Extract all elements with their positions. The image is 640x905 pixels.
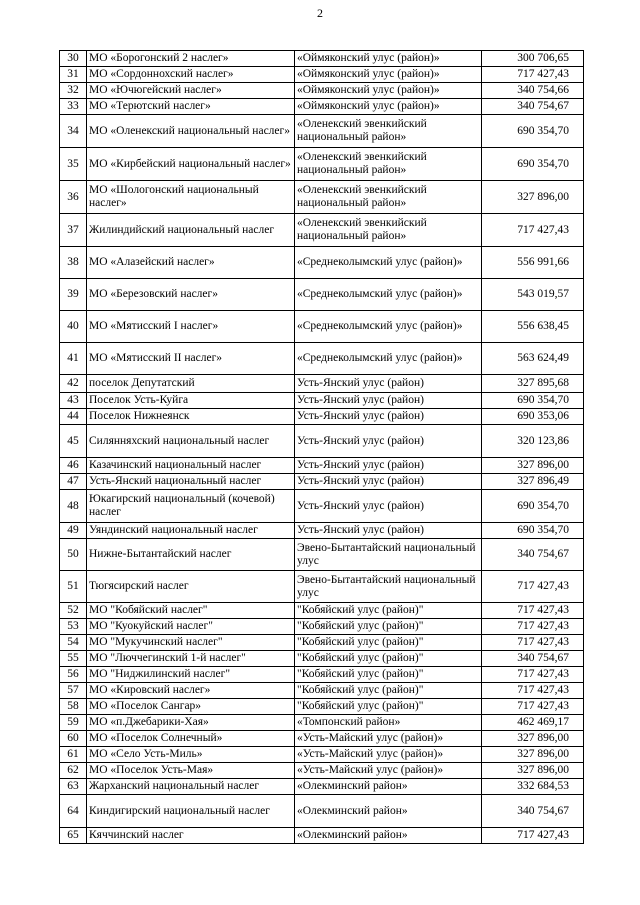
district-name: Усть-Янский улус (район) — [295, 458, 482, 474]
amount-value: 300 706,65 — [482, 51, 584, 67]
municipality-name: Киндигирский национальный наслег — [87, 795, 295, 828]
table-row — [60, 619, 584, 635]
row-number: 46 — [60, 458, 87, 474]
amount-value: 690 354,70 — [482, 523, 584, 539]
district-name: «Усть-Майский улус (район)» — [295, 763, 482, 779]
table-row — [60, 148, 584, 181]
row-number: 39 — [60, 279, 87, 311]
municipality-name: МО «Шологонский национальный наслег» — [87, 181, 295, 214]
amount-value: 556 991,66 — [482, 247, 584, 279]
district-name: «Среднеколымский улус (район)» — [295, 343, 482, 375]
table-row — [60, 490, 584, 523]
municipality-name: Нижне-Бытантайский наслег — [87, 539, 295, 571]
district-name: "Кобяйский улус (район)" — [295, 651, 482, 667]
municipality-name: МО «Оленекский национальный наслег» — [87, 115, 295, 148]
table-row — [60, 474, 584, 490]
municipality-name: МО «Мятисский I наслег» — [87, 311, 295, 343]
table-row — [60, 425, 584, 458]
row-number: 30 — [60, 51, 87, 67]
municipality-name: Жилиндийский национальный наслег — [87, 214, 295, 247]
row-number: 38 — [60, 247, 87, 279]
amount-value: 327 896,00 — [482, 458, 584, 474]
row-number: 59 — [60, 715, 87, 731]
row-number: 53 — [60, 619, 87, 635]
row-number: 55 — [60, 651, 87, 667]
district-name: Эвено-Бытантайский национальный улус — [295, 539, 482, 571]
row-number: 64 — [60, 795, 87, 828]
amount-value: 327 896,00 — [482, 731, 584, 747]
amount-value: 327 896,00 — [482, 181, 584, 214]
municipality-name: Жарханский национальный наслег — [87, 779, 295, 795]
table-row — [60, 651, 584, 667]
amount-value: 327 896,49 — [482, 474, 584, 490]
municipality-name: МО «Сордоннохский наслег» — [87, 67, 295, 83]
district-name: «Оймяконский улус (район)» — [295, 99, 482, 115]
district-name: "Кобяйский улус (район)" — [295, 699, 482, 715]
table-row — [60, 409, 584, 425]
amount-value: 563 624,49 — [482, 343, 584, 375]
municipality-name: МО "Люччегинский 1-й наслег" — [87, 651, 295, 667]
amount-value: 543 019,57 — [482, 279, 584, 311]
row-number: 43 — [60, 393, 87, 409]
district-name: «Усть-Майский улус (район)» — [295, 731, 482, 747]
row-number: 36 — [60, 181, 87, 214]
district-name: Усть-Янский улус (район) — [295, 375, 482, 393]
district-name: "Кобяйский улус (район)" — [295, 683, 482, 699]
district-name: «Олекминский район» — [295, 828, 482, 844]
amount-value: 717 427,43 — [482, 214, 584, 247]
district-name: «Среднеколымский улус (район)» — [295, 279, 482, 311]
row-number: 56 — [60, 667, 87, 683]
district-name: «Среднеколымский улус (район)» — [295, 247, 482, 279]
row-number: 65 — [60, 828, 87, 844]
district-name: «Оленекский эвенкийский национальный район» — [295, 214, 482, 247]
municipality-name: Юкагирский национальный (кочевой) наслег — [87, 490, 295, 523]
municipality-name: МО «Поселок Усть-Мая» — [87, 763, 295, 779]
district-name: «Олекминский район» — [295, 795, 482, 828]
municipality-name: МО «п.Джебарики-Хая» — [87, 715, 295, 731]
row-number: 41 — [60, 343, 87, 375]
district-name: «Оленекский эвенкийский национальный район» — [295, 181, 482, 214]
amount-value: 340 754,66 — [482, 83, 584, 99]
amount-value: 690 354,70 — [482, 148, 584, 181]
amount-value: 717 427,43 — [482, 67, 584, 83]
row-number: 40 — [60, 311, 87, 343]
municipality-name: Кяччинский наслег — [87, 828, 295, 844]
table-row — [60, 683, 584, 699]
amount-value: 340 754,67 — [482, 539, 584, 571]
row-number: 44 — [60, 409, 87, 425]
table-row — [60, 635, 584, 651]
municipality-name: Уяндинский национальный наслег — [87, 523, 295, 539]
district-name: Усть-Янский улус (район) — [295, 393, 482, 409]
amount-value: 717 427,43 — [482, 635, 584, 651]
row-number: 33 — [60, 99, 87, 115]
municipality-name: МО "Ниджилинский наслег" — [87, 667, 295, 683]
row-number: 45 — [60, 425, 87, 458]
row-number: 35 — [60, 148, 87, 181]
row-number: 50 — [60, 539, 87, 571]
row-number: 58 — [60, 699, 87, 715]
table-row — [60, 311, 584, 343]
table-row — [60, 795, 584, 828]
row-number: 34 — [60, 115, 87, 148]
table-row — [60, 375, 584, 393]
table-row — [60, 181, 584, 214]
row-number: 52 — [60, 603, 87, 619]
district-name: «Оленекский эвенкийский национальный район» — [295, 115, 482, 148]
municipality-name: МО «Борогонский 2 наслег» — [87, 51, 295, 67]
row-number: 62 — [60, 763, 87, 779]
district-name: «Олекминский район» — [295, 779, 482, 795]
table-row — [60, 747, 584, 763]
municipality-name: МО «Мятисский II наслег» — [87, 343, 295, 375]
district-name: «Оймяконский улус (район)» — [295, 83, 482, 99]
table-row — [60, 343, 584, 375]
municipality-name: МО «Кирбейский национальный наслег» — [87, 148, 295, 181]
amount-value: 717 427,43 — [482, 683, 584, 699]
table-row — [60, 539, 584, 571]
municipality-name: МО «Кировский наслег» — [87, 683, 295, 699]
municipality-name: Усть-Янский национальный наслег — [87, 474, 295, 490]
amount-value: 462 469,17 — [482, 715, 584, 731]
amount-value: 717 427,43 — [482, 699, 584, 715]
amount-value: 327 896,00 — [482, 747, 584, 763]
table-row — [60, 571, 584, 603]
table-row — [60, 67, 584, 83]
municipality-name: поселок Депутатский — [87, 375, 295, 393]
table-row — [60, 715, 584, 731]
row-number: 60 — [60, 731, 87, 747]
district-name: Усть-Янский улус (район) — [295, 490, 482, 523]
amount-value: 327 895,68 — [482, 375, 584, 393]
municipality-name: МО «Поселок Сангар» — [87, 699, 295, 715]
district-name: «Среднеколымский улус (район)» — [295, 311, 482, 343]
amount-value: 690 354,70 — [482, 115, 584, 148]
district-name: "Кобяйский улус (район)" — [295, 635, 482, 651]
row-number: 42 — [60, 375, 87, 393]
amount-value: 717 427,43 — [482, 667, 584, 683]
table-row — [60, 393, 584, 409]
district-name: "Кобяйский улус (район)" — [295, 603, 482, 619]
table-row — [60, 214, 584, 247]
row-number: 48 — [60, 490, 87, 523]
amount-value: 327 896,00 — [482, 763, 584, 779]
amount-value: 332 684,53 — [482, 779, 584, 795]
municipality-name: МО "Куокуйский наслег" — [87, 619, 295, 635]
amount-value: 717 427,43 — [482, 828, 584, 844]
district-name: Усть-Янский улус (район) — [295, 523, 482, 539]
municipality-name: Силянняхский национальный наслег — [87, 425, 295, 458]
municipality-name: МО «Село Усть-Миль» — [87, 747, 295, 763]
table-row — [60, 763, 584, 779]
municipality-name: Казачинский национальный наслег — [87, 458, 295, 474]
row-number: 54 — [60, 635, 87, 651]
municipality-name: МО «Алазейский наслег» — [87, 247, 295, 279]
district-name: «Усть-Майский улус (район)» — [295, 747, 482, 763]
municipality-name: МО «Березовский наслег» — [87, 279, 295, 311]
row-number: 63 — [60, 779, 87, 795]
row-number: 49 — [60, 523, 87, 539]
table-row — [60, 667, 584, 683]
table-row — [60, 699, 584, 715]
amount-value: 340 754,67 — [482, 99, 584, 115]
amount-value: 690 354,70 — [482, 490, 584, 523]
row-number: 31 — [60, 67, 87, 83]
amount-value: 556 638,45 — [482, 311, 584, 343]
amount-value: 717 427,43 — [482, 603, 584, 619]
page-number: 2 — [317, 6, 323, 20]
amount-value: 690 354,70 — [482, 393, 584, 409]
table-row — [60, 458, 584, 474]
district-name: "Кобяйский улус (район)" — [295, 619, 482, 635]
district-name: «Оленекский эвенкийский национальный район» — [295, 148, 482, 181]
allocation-table — [59, 50, 584, 844]
table-row — [60, 83, 584, 99]
municipality-name: МО «Ючюгейский наслег» — [87, 83, 295, 99]
amount-value: 340 754,67 — [482, 795, 584, 828]
district-name: «Томпонский район» — [295, 715, 482, 731]
district-name: «Оймяконский улус (район)» — [295, 67, 482, 83]
district-name: "Кобяйский улус (район)" — [295, 667, 482, 683]
table-row — [60, 247, 584, 279]
table-row — [60, 51, 584, 67]
table-row — [60, 279, 584, 311]
district-name: «Оймяконский улус (район)» — [295, 51, 482, 67]
row-number: 57 — [60, 683, 87, 699]
table-row — [60, 523, 584, 539]
district-name: Усть-Янский улус (район) — [295, 425, 482, 458]
amount-value: 717 427,43 — [482, 619, 584, 635]
row-number: 47 — [60, 474, 87, 490]
amount-value: 340 754,67 — [482, 651, 584, 667]
municipality-name: Поселок Усть-Куйга — [87, 393, 295, 409]
municipality-name: Поселок Нижнеянск — [87, 409, 295, 425]
table-row — [60, 99, 584, 115]
table-row — [60, 731, 584, 747]
row-number: 51 — [60, 571, 87, 603]
municipality-name: МО "Мукучинский наслег" — [87, 635, 295, 651]
table-row — [60, 779, 584, 795]
table-row — [60, 115, 584, 148]
municipality-name: МО "Кобяйский наслег" — [87, 603, 295, 619]
municipality-name: Тюгясирский наслег — [87, 571, 295, 603]
municipality-name: МО «Поселок Солнечный» — [87, 731, 295, 747]
table-row — [60, 603, 584, 619]
municipality-name: МО «Терютский наслег» — [87, 99, 295, 115]
district-name: Усть-Янский улус (район) — [295, 409, 482, 425]
table-row — [60, 828, 584, 844]
district-name: Эвено-Бытантайский национальный улус — [295, 571, 482, 603]
row-number: 32 — [60, 83, 87, 99]
row-number: 61 — [60, 747, 87, 763]
amount-value: 717 427,43 — [482, 571, 584, 603]
district-name: Усть-Янский улус (район) — [295, 474, 482, 490]
amount-value: 320 123,86 — [482, 425, 584, 458]
amount-value: 690 353,06 — [482, 409, 584, 425]
row-number: 37 — [60, 214, 87, 247]
